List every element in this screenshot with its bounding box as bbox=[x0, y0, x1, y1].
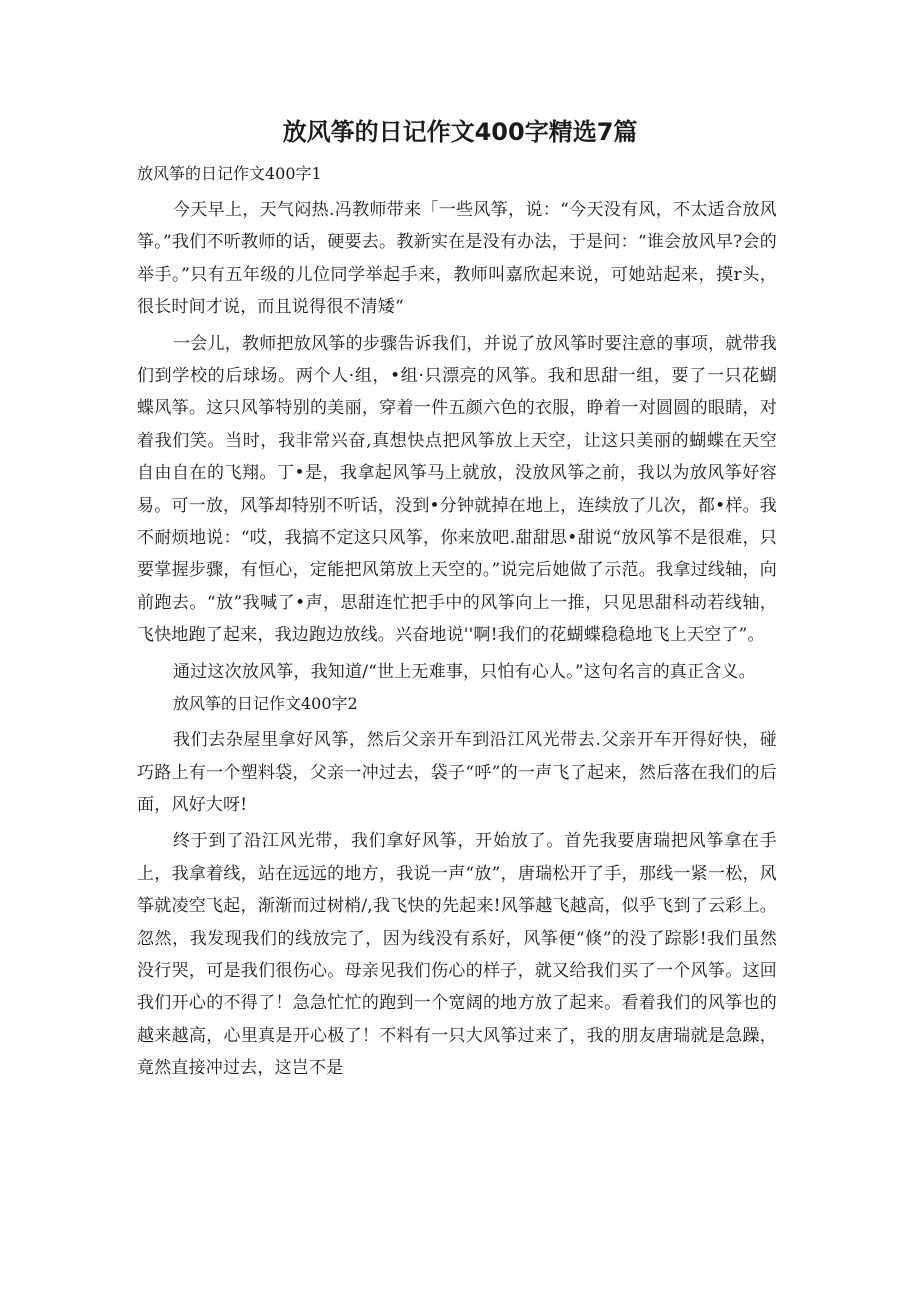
paragraph: 通过这次放风筝，我知道/“世上无难事，只怕有心人。”这句名言的真正含义。 bbox=[173, 661, 756, 682]
section-heading-2: 放风筝的日记作文400字2 bbox=[173, 694, 358, 714]
paragraph: 终于到了沿江风光带，我们拿好风筝，开始放了。首先我要唐瑞把风筝拿在手上，我拿着线，站在远远的地方，我说一声“放”，唐瑞松开了手，那线一紧一松，风筝就凌空飞起，渐渐而过树梢/,我飞快的先起来!风筝越飞越高，似乎飞到了云彩上。忽然，我发现我们的线放完了，因为线没有系好，风筝便“倏”的没了踪影!我们虽然没行哭，可是我们很伤心。母亲见我们伤心的样子，就又给我们买了一个风筝。这回我们开心的不得了！急急忙忙的跑到一个宽阔的地方放了起来。看着我们的风筝也的越来越高，心里真是开心极了！不料有一只大风筝过来了，我的朋友唐瑞就是急躁，竟然直接冲过去，这岂不是 bbox=[137, 831, 777, 1079]
paragraph: 今天早上，天气闷热.冯教师带来「一些风筝，说：“今天没有风，不太适合放风筝。”我们不听教师的话，硬要去。教新实在是没有办法，于是问：“谁会放风早?会的举手。”只有五年级的儿位同学举起手来，教师叫嘉欣起来说，可她站起来，摸r头，很长时间才说，而且说得很不清矮“ bbox=[137, 200, 777, 318]
paragraph: 我们去杂屋里拿好风筝，然后父亲开车到沿江风光带去.父亲开车开得好快，碰巧路上有一个塑料袋，父亲一冲过去，袋子“呼”的一声飞了起来，然后落在我们的后面，风好大呀! bbox=[137, 730, 777, 815]
paragraph: 一会儿，教师把放风筝的步骤告诉我们，并说了放风筝时要注意的事项，就带我们到学校的后球场。两个人·组，•组·只漂亮的风筝。我和思甜一组，要了一只花蝴蝶风筝。这只风筝特别的美丽，穿着一件五颜六色的衣服，睁着一对圆圆的眼睛，对着我们笑。当时，我非常兴奋,真想快点把风筝放上天空，让这只美丽的蝴蝶在天空自由自在的飞翔。丁•是，我拿起风筝马上就放，没放风筝之前，我以为放风筝好容易。可一放，风筝却特别不听话，没到•分钟就掉在地上，连续放了儿次，都•样。我不耐烦地说：“哎，我搞不定这只风筝，你来放吧.甜甜思•甜说“放风筝不是很难，只要掌握步骤，有恒心，定能把风第放上天空的。”说完后她做了示范。我拿过线轴，向前跑去。“放”我喊了•声，思甜连忙把手中的风筝向上一推，只见思甜科动若线轴，飞快地跑了起来，我边跑边放线。兴奋地说''啊!我们的花蝴蝶稳稳地飞上天空了”。 bbox=[137, 333, 777, 646]
document-title: 放风筝的日记作文400字精选7篇 bbox=[282, 118, 638, 146]
section-heading-1: 放风筝的日记作文400字1 bbox=[137, 164, 322, 183]
document-body bbox=[137, 158, 777, 1085]
